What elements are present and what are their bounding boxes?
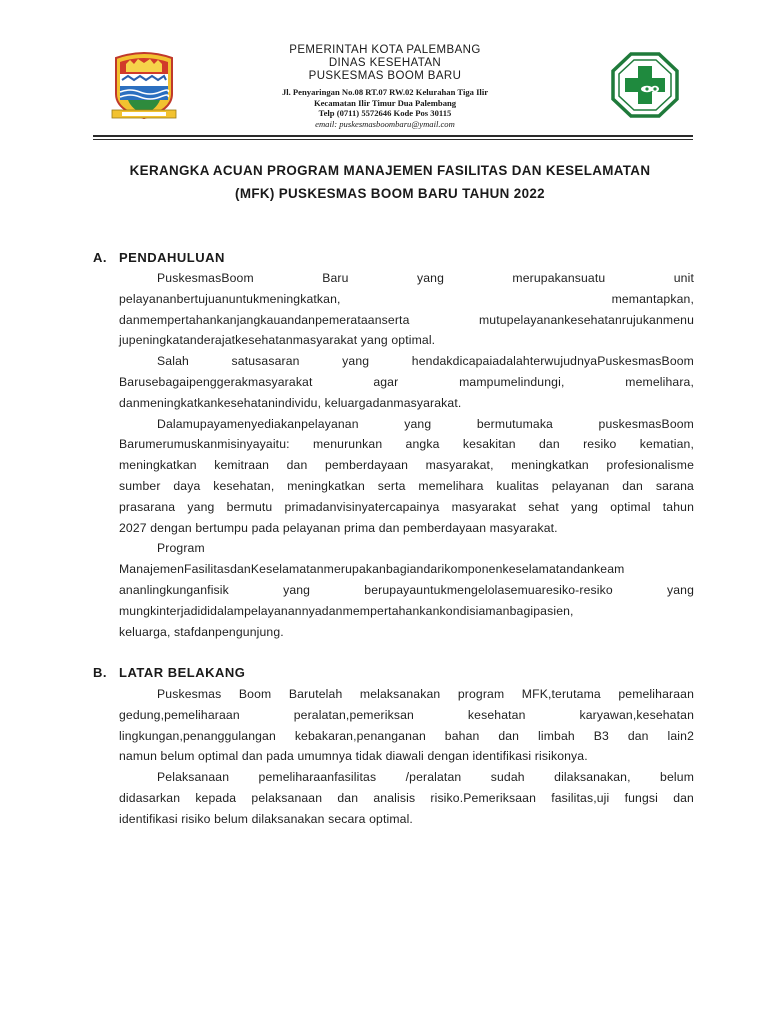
paragraph-line: ManajemenFasilitasdanKeselamatanmerupakanbagiandarikomponenkeselamatandankeam bbox=[119, 562, 625, 577]
paragraph-line: Barumerumuskanmisinyayaitu: menurunkan angka kesakitan dan resiko kematian, bbox=[119, 437, 694, 452]
institution-name: PUSKESMAS BOOM BARU bbox=[308, 70, 462, 82]
letterhead-divider-thin bbox=[93, 139, 693, 140]
paragraph-line: danmempertahankanjangkauandanpemerataanserta mutupelayanankesehatanrujukanmenu bbox=[119, 312, 694, 327]
section-b-body bbox=[119, 684, 694, 830]
section-title: LATAR BELAKANG bbox=[119, 665, 246, 680]
district-line: Kecamatan Ilir Timur Dua Palembang bbox=[313, 97, 457, 108]
paragraph-line: Barusebagaipenggerakmasyarakat agar mampumelindungi, memelihara, bbox=[119, 374, 694, 389]
paragraph-line: lingkungan,penanggulangan kebakaran,penanganan bahan dan limbah B3 dan lain2 bbox=[119, 728, 694, 743]
email-line: email: puskesmasboombaru@ymail.com bbox=[315, 118, 455, 129]
paragraph-line: keluarga, stafdanpengunjung. bbox=[119, 624, 284, 639]
paragraph-line: Puskesmas Boom Barutelah melaksanakan program MFK,terutama pemeliharaan bbox=[157, 687, 694, 701]
address-line: Jl. Penyaringan No.08 RT.07 RW.02 Kelurahan Tiga Ilir bbox=[281, 87, 489, 97]
paragraph-line: namun belum optimal dan pada umumnya tidak diawali dengan identifikasi risikonya. bbox=[119, 749, 588, 764]
paragraph-line: danmeningkatkankesehatanindividu, keluargadanmasyarakat. bbox=[119, 395, 462, 410]
title-line-2: (MFK) PUSKESMAS BOOM BARU TAHUN 2022 bbox=[235, 186, 545, 201]
paragraph-line: sumber daya kesehatan, meningkatkan serta memelihara kualitas pelayanan dan sarana bbox=[119, 478, 694, 493]
paragraph-line: Pelaksanaan pemeliharaanfasilitas /peralatan sudah dilaksanakan, belum bbox=[157, 770, 694, 785]
title-line-1: KERANGKA ACUAN PROGRAM MANAJEMEN FASILITAS DAN KESELAMATAN bbox=[129, 163, 651, 178]
paragraph-line: pelayananbertujuanuntukmeningkatkan, memantapkan, bbox=[119, 291, 694, 306]
section-a-heading bbox=[93, 250, 225, 265]
government-name: PEMERINTAH KOTA PALEMBANG bbox=[289, 44, 481, 56]
paragraph-line: Program bbox=[157, 541, 205, 556]
paragraph-line: Dalamupayamenyediakanpelayanan yang bermutumaka puskesmasBoom bbox=[157, 416, 694, 431]
paragraph-line: identifikasi risiko belum dilaksanakan secara optimal. bbox=[119, 811, 413, 826]
paragraph-line: mungkinterjadididalampelayanannyadanmempertahankankondisiamanbagipasien, bbox=[119, 603, 574, 618]
document-title bbox=[80, 159, 700, 205]
paragraph-line: gedung,pemeliharaan peralatan,pemeriksan kesehatan karyawan,kesehatan bbox=[119, 707, 694, 722]
letterhead bbox=[220, 44, 550, 130]
paragraph-line: PuskesmasBoom Baru yang merupakansuatu unit bbox=[157, 271, 694, 285]
section-title: PENDAHULUAN bbox=[119, 250, 225, 265]
section-number: B. bbox=[93, 665, 107, 680]
section-number: A. bbox=[93, 250, 107, 265]
agency-name: DINAS KESEHATAN bbox=[328, 57, 442, 69]
paragraph-line: didasarkan kepada pelaksanaan dan analisis risiko.Pemeriksaan fasilitas,uji fungsi dan bbox=[119, 790, 694, 805]
paragraph-line: meningkatkan kemitraan dan pemberdayaan masyarakat, meningkatkan profesionalisme bbox=[119, 458, 694, 473]
palembang-emblem-logo bbox=[106, 50, 182, 120]
phone-line: Telp (0711) 5572646 Kode Pos 30115 bbox=[318, 108, 452, 118]
section-b-heading bbox=[93, 665, 245, 680]
paragraph-line: ananlingkunganfisik yang berupayauntukmengelolasemuaresiko-resiko yang bbox=[119, 582, 694, 597]
puskesmas-cross-logo bbox=[611, 52, 679, 118]
section-a-body bbox=[119, 268, 694, 642]
letterhead-divider bbox=[93, 135, 693, 137]
paragraph-line: Salah satusasaran yang hendakdicapaiadalahterwujudnyaPuskesmasBoom bbox=[157, 354, 694, 369]
paragraph-line: prasarana yang bermutu primadanvisinyatercapainya masyarakat sehat yang optimal tahun bbox=[119, 499, 694, 514]
paragraph-line: jupeningkatanderajatkesehatanmasyarakat yang optimal. bbox=[119, 333, 436, 348]
paragraph-line: 2027 dengan bertumpu pada pelayanan prima dan pemberdayaan masyarakat. bbox=[119, 520, 558, 535]
